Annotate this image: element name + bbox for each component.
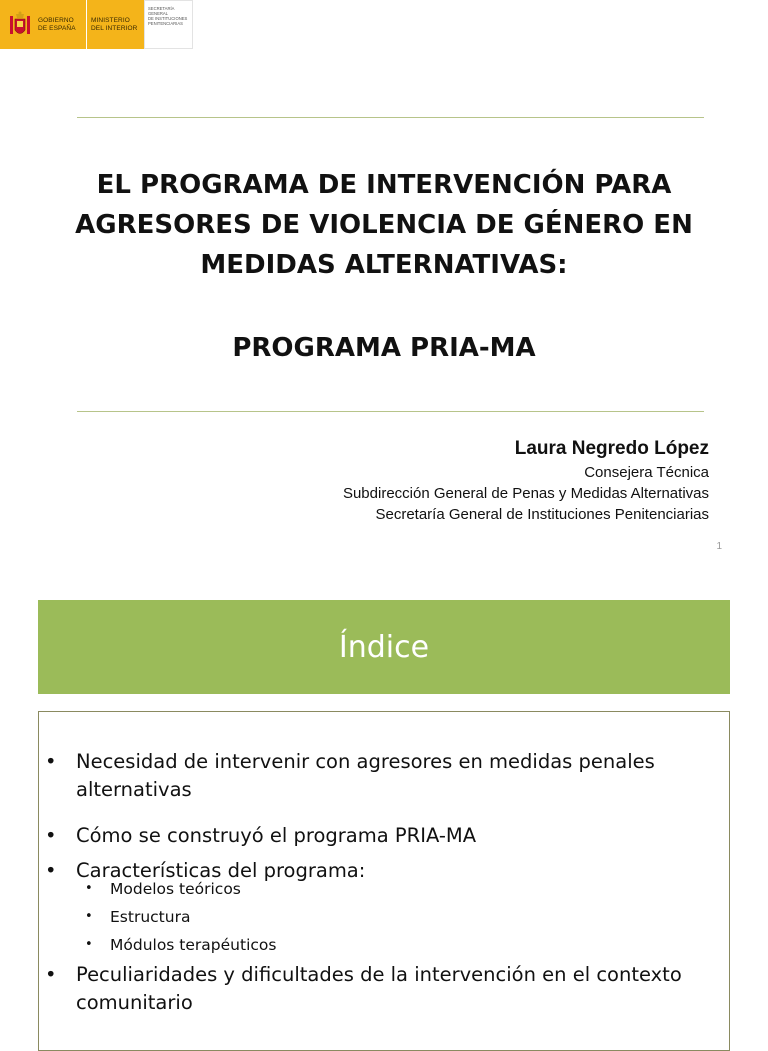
author-department: Subdirección General de Penas y Medidas Alternativas <box>342 485 709 502</box>
slide-subtitle: PROGRAMA PRIA-MA <box>232 333 536 363</box>
index-item-text: Peculiaridades y dificultades de la intervención en el contexto comunitario <box>76 963 682 1014</box>
bullet-icon: • <box>45 824 57 847</box>
index-content-box <box>38 711 730 1051</box>
author-organization: Secretaría General de Instituciones Penitenciarias <box>375 506 709 523</box>
index-item-text: Módulos terapéuticos <box>110 936 277 954</box>
author-name: Laura Negredo López <box>514 438 709 459</box>
header-logo-band <box>0 0 193 49</box>
index-banner <box>38 600 730 694</box>
secretaria-text: SECRETARÍA GENERAL DE INSTITUCIONES PENITENCIARIAS <box>148 6 188 26</box>
slide-title <box>40 165 728 285</box>
coat-of-arms-icon <box>8 10 32 40</box>
index-item <box>39 961 719 1017</box>
slide-title-line: AGRESORES DE VIOLENCIA DE GÉNERO EN <box>75 210 693 240</box>
gobierno-text: GOBIERNO DE ESPAÑA <box>38 16 76 32</box>
index-subitem <box>39 903 719 931</box>
author-block <box>343 436 709 525</box>
index-item-text: Estructura <box>110 908 191 926</box>
ministerio-text: MINISTERIO DEL INTERIOR <box>91 16 138 32</box>
bullet-icon: • <box>85 937 93 952</box>
index-item <box>39 822 719 850</box>
index-subitem <box>39 931 719 959</box>
slide-title-line: MEDIDAS ALTERNATIVAS: <box>200 250 568 280</box>
index-item-text: Modelos teóricos <box>110 880 241 898</box>
index-item <box>39 748 719 804</box>
page-number: 1 <box>716 541 722 552</box>
index-heading: Índice <box>338 629 430 665</box>
author-role: Consejera Técnica <box>584 464 709 481</box>
bullet-icon: • <box>85 909 93 924</box>
index-item-text: Características del programa: <box>76 859 366 882</box>
gobierno-logo <box>0 0 87 49</box>
bullet-icon: • <box>85 881 93 896</box>
title-top-divider <box>77 117 704 118</box>
index-item-text: Necesidad de intervenir con agresores en medidas penales alternativas <box>76 750 655 801</box>
ministerio-logo <box>87 0 144 49</box>
bullet-icon: • <box>45 963 57 986</box>
index-item-text: Cómo se construyó el programa PRIA-MA <box>76 824 477 847</box>
slide-title-line: EL PROGRAMA DE INTERVENCIÓN PARA <box>96 170 672 200</box>
title-bottom-divider <box>77 411 704 412</box>
index-subitem <box>39 875 719 903</box>
bullet-icon: • <box>45 859 57 882</box>
bullet-icon: • <box>45 750 57 773</box>
secretaria-logo <box>144 0 193 49</box>
